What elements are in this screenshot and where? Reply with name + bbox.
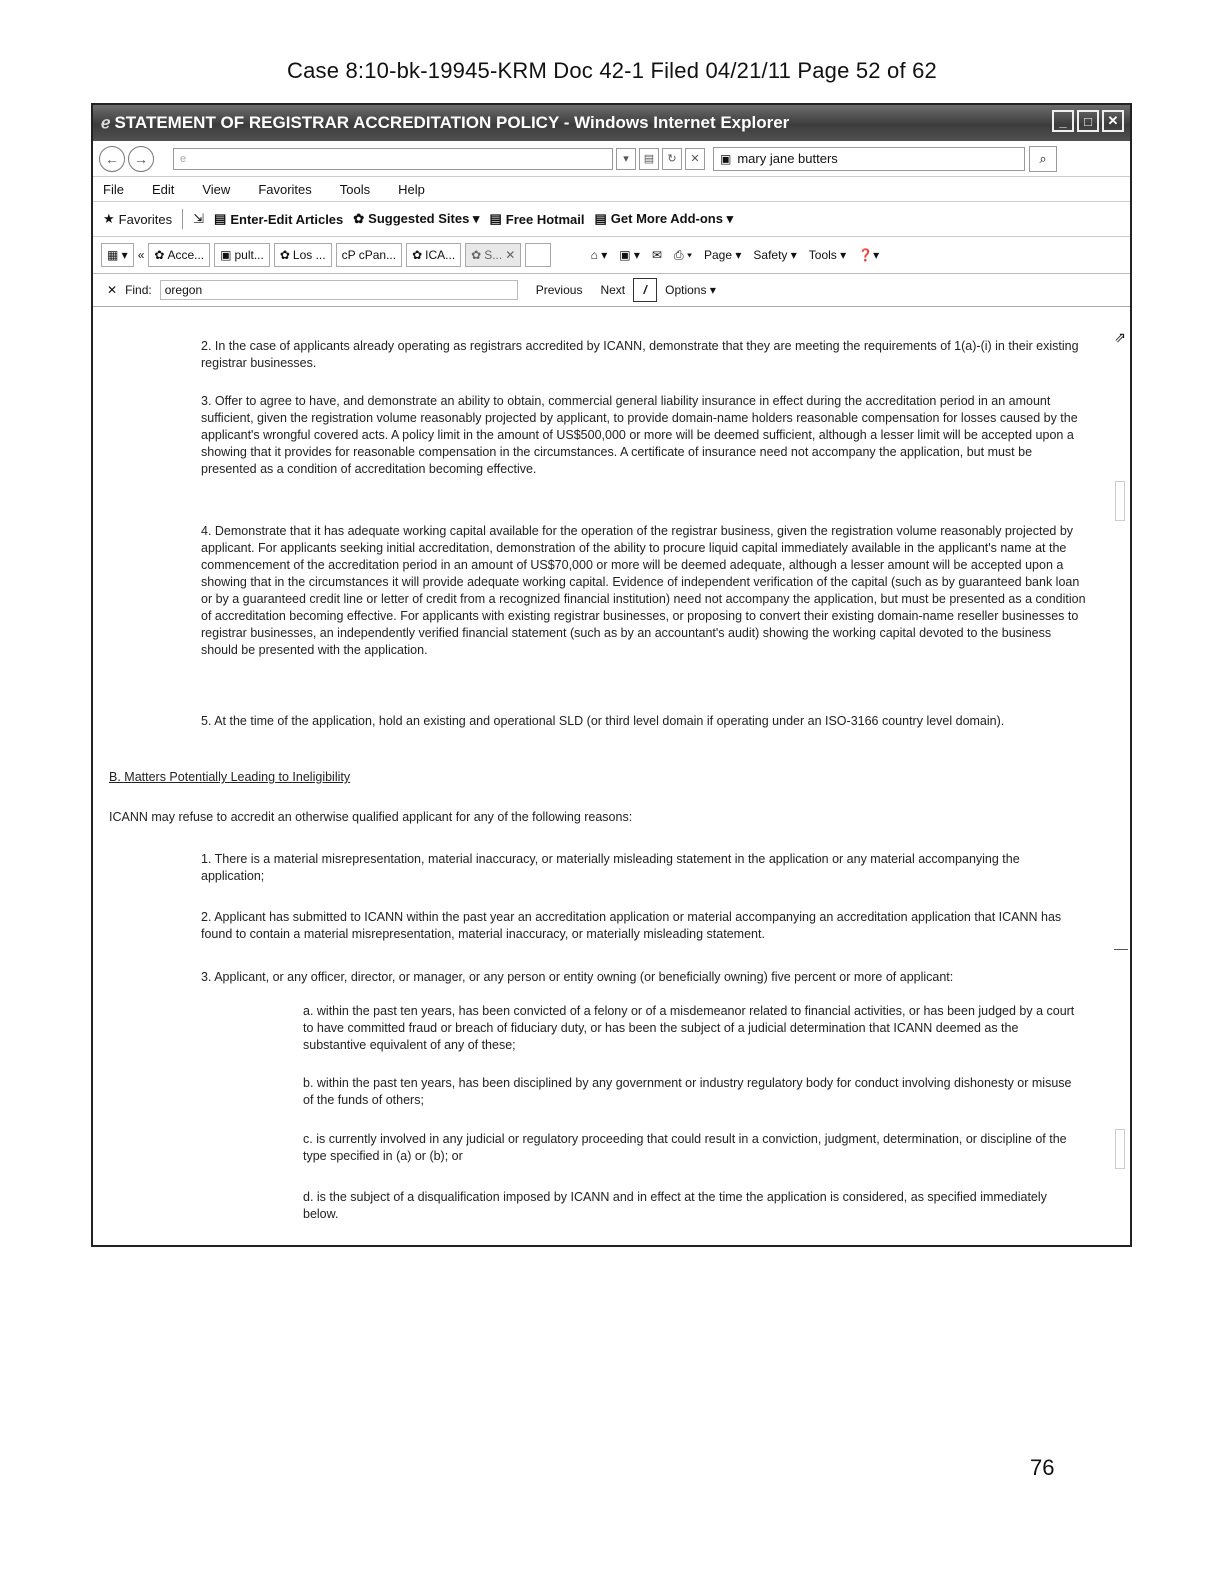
divider [182,209,183,229]
menu-view[interactable]: View [202,181,231,197]
find-options-button[interactable]: Options ▾ [665,283,716,297]
address-dropdown-icon[interactable]: ▾ [616,148,636,170]
search-provider-icon: ▣ [720,151,732,166]
tab-2[interactable]: ▣ pult... [214,243,270,267]
favorites-bar [93,202,1130,237]
scroll-marker [1114,949,1128,950]
window-controls [1052,110,1124,132]
tab-bar [93,237,1130,274]
tab-favicon: ▣ [220,248,232,262]
home-icon[interactable]: ⌂ ▾ [590,247,608,262]
back-button[interactable]: ← [99,146,125,172]
address-input[interactable]: e [173,148,613,170]
page-icon: ▤ [214,211,227,226]
safety-menu[interactable]: Safety ▾ [753,247,797,262]
tab-favicon: ✿ [412,248,423,262]
page-icon: ▤ [489,211,502,226]
tab-5[interactable]: ✿ ICA... [406,243,461,267]
tab-close-icon[interactable]: ✕ [505,248,516,262]
highlight-icon[interactable]: / [633,278,657,302]
case-header: Case 8:10-bk-19945-KRM Doc 42-1 Filed 04/21/11 Page 52 of 62 [287,58,937,83]
print-icon[interactable]: ⎙ ▾ [674,247,692,262]
fav-get-more-addons[interactable]: ▤ Get More Add-ons ▾ [594,211,734,226]
scroll-thumb-lower[interactable] [1115,1129,1125,1169]
item-b3: 3. Applicant, or any officer, director, or manager, or any person or entity owning (or beneficially owning) five percent or more of applicant: [201,970,954,984]
close-button[interactable]: ✕ [1102,110,1124,132]
item-b3d: d. is the subject of a disqualification imposed by ICANN and in effect at the time the application is considered, as specified immediately below. [303,1190,1047,1221]
tab-favicon: ✿ [154,248,165,262]
page-menu[interactable]: Page ▾ [704,247,742,262]
mail-icon[interactable]: ✉ [651,247,663,262]
new-tab-button[interactable] [525,243,550,267]
window-title: STATEMENT OF REGISTRAR ACCREDITATION POLICY - Windows Internet Explorer [114,113,790,132]
paragraph-4: 4. Demonstrate that it has adequate working capital available for the operation of the registrar business, given the registration volume reasonably projected by applicant. For applicants seeking initial accreditation, demonstration of the ability to procure liquid capital immediately available in the applicant's name at the commencement of the accreditation period in an amount of US$70,000 or more will be deemed adequate, although a lesser amount will be accepted upon a showing that in the circumstances it will provide adequate working capital. Evidence of independent verification of the capital (such as by guaranteed bank loan or by a guaranteed credit line or letter of credit from a recognized financial institution) need not accompany the application, but must be presented as a condition of accreditation becoming effective. For applicants with existing registrar businesses, or proposing to convert their existing domain-name reseller businesses to registrar businesses, an independently verified financial statement (such as by an accountant's audit) showing the working capital devoted to the business should be presented with the application. [201,524,1086,657]
stop-icon[interactable]: ✕ [685,148,705,170]
tab-favicon: ✿ [471,248,482,262]
find-next-button[interactable]: Next [600,283,626,297]
paragraph-2: 2. In the case of applicants already operating as registrars accredited by ICANN, demonstrate that they are meeting the requirements of 1(a)-(i) in their existing registrar businesses. [201,339,1079,370]
scroll-up-icon[interactable]: ⇗ [1114,329,1126,345]
find-input[interactable]: oregon [160,280,518,300]
item-b3a: a. within the past ten years, has been convicted of a felony or of a misdemeanor related to financial activities, or has been judged by a court to have committed fraud or breach of fiduciary duty, or has been the subject of a judicial determination that ICANN deemed as the substantive equivalent of any of these; [303,1004,1075,1052]
find-bar [93,274,1130,307]
page-icon: ▤ [594,211,607,226]
add-favorite-icon[interactable]: ⇲ [193,211,205,226]
item-b3b: b. within the past ten years, has been disciplined by any government or industry regulatory body for conduct involving dishonesty or misuse of the funds of others; [303,1076,1072,1107]
maximize-button[interactable]: □ [1077,110,1099,132]
menu-help[interactable]: Help [398,181,425,197]
command-bar [591,248,879,263]
vertical-scrollbar[interactable] [1112,329,1130,1247]
menu-tools[interactable]: Tools [339,181,371,197]
paragraph-3: 3. Offer to agree to have, and demonstrate an ability to obtain, commercial general liability insurance in effect during the accreditation period in an amount sufficient, given the registration volume reasonably projected by applicant, to provide domain-name holders reasonable compensation for losses caused by the applicant's wrongful covered acts. A policy limit in the amount of US$500,000 or more will be deemed sufficient, although a lesser limit will be accepted upon a showing that it provides for reasonable compensation in the circumstances. A certificate of insurance need not accompany the application, but must be presented as a condition of accreditation becoming effective. [201,394,1078,476]
search-icon[interactable]: ⌕ [1029,146,1057,172]
section-b-intro: ICANN may refuse to accredit an otherwise qualified applicant for any of the following reasons: [109,810,633,824]
favorites-button[interactable]: ★ Favorites [103,211,173,227]
address-bar-row [93,141,1130,177]
menu-edit[interactable]: Edit [151,181,175,197]
paragraph-5: 5. At the time of the application, hold an existing and operational SLD (or third level domain if operating under an ISO-3166 country level domain). [201,714,1005,728]
menu-bar [93,177,1130,202]
tab-list-left-icon[interactable]: « [137,248,145,262]
tab-6-active[interactable]: ✿ S... ✕ [465,243,521,267]
menu-file[interactable]: File [103,181,124,197]
tab-3[interactable]: ✿ Los ... [274,243,332,267]
tab-1[interactable]: ✿ Acce... [148,243,210,267]
compatibility-view-icon[interactable]: ▤ [639,148,659,170]
browser-window [91,103,1132,1247]
page-number: 76 [1030,1455,1055,1480]
ie-logo-icon: ℯ [101,115,111,132]
item-b1: 1. There is a material misrepresentation, material inaccuracy, or materially misleading statement in the application or any material accompanying the application; [201,852,1020,883]
find-label: Find: [125,283,152,297]
fav-suggested-sites[interactable]: ✿ Suggested Sites ▾ [353,211,480,226]
tab-4[interactable]: cP cPan... [336,243,402,267]
find-previous-button[interactable]: Previous [535,283,583,297]
item-b3c: c. is currently involved in any judicial or regulatory proceeding that could result in a conviction, judgment, determination, or discipline of the type specified in (a) or (b); or [303,1132,1067,1163]
scroll-thumb[interactable] [1115,481,1125,521]
title-bar [93,105,1130,141]
forward-button[interactable]: → [128,146,154,172]
suggested-icon: ✿ [353,211,365,226]
quick-tabs-button[interactable]: ▦ ▾ [101,243,134,267]
star-icon: ★ [103,211,115,226]
menu-favorites[interactable]: Favorites [258,181,312,197]
search-value: mary jane butters [737,151,838,166]
fav-free-hotmail[interactable]: ▤ Free Hotmail [489,211,585,227]
tools-menu[interactable]: Tools ▾ [808,247,847,262]
help-icon[interactable]: ❓▾ [858,247,880,262]
minimize-button[interactable]: _ [1052,110,1074,132]
refresh-icon[interactable]: ↻ [662,148,682,170]
find-close-icon[interactable]: ✕ [107,283,118,297]
tab-favicon: ✿ [279,248,290,262]
item-b2: 2. Applicant has submitted to ICANN within the past year an accreditation application or material accompanying an accreditation application that ICANN has found to contain a material misrepresentation, material inaccuracy, or materially misleading statement. [201,910,1062,941]
section-b-heading[interactable]: B. Matters Potentially Leading to Ineligibility [109,770,351,784]
fav-enter-edit-articles[interactable]: ▤ Enter-Edit Articles [214,211,344,227]
search-input[interactable] [713,147,1025,171]
page-content [93,329,1113,1247]
feeds-icon[interactable]: ▣ ▾ [619,247,640,262]
